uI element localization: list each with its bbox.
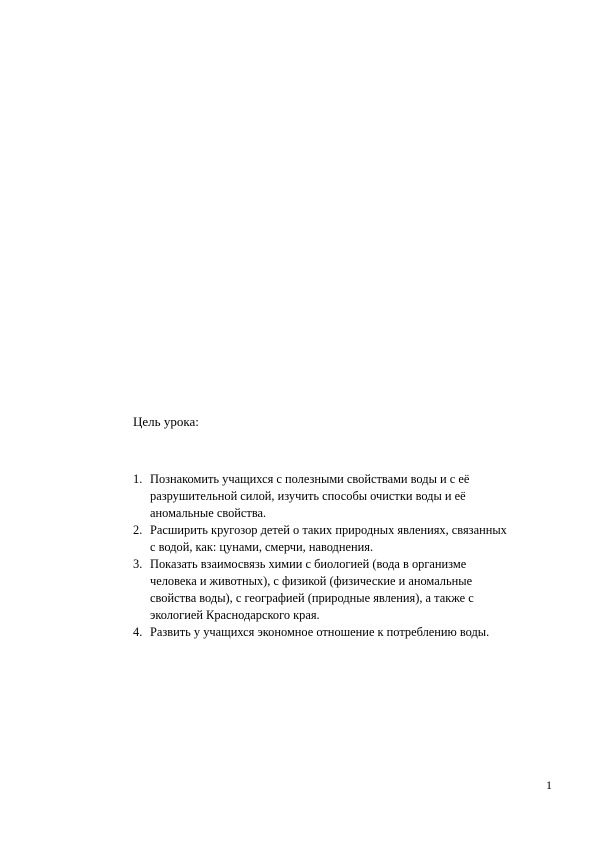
goal-text-line: с водой, как: цунами, смерчи, наводнения. <box>150 540 374 554</box>
goal-number: 2. <box>133 523 143 537</box>
page-number: 1 <box>546 778 552 792</box>
goals-list <box>133 471 563 641</box>
goal-item-4 <box>133 624 563 641</box>
lesson-goal-heading: Цель урока: <box>133 414 199 429</box>
goal-item-2 <box>133 522 563 556</box>
goal-item-1 <box>133 471 563 522</box>
goal-text-line: Познакомить учащихся с полезными свойствами воды и с её <box>150 472 470 486</box>
goal-number: 3. <box>133 557 143 571</box>
goal-text-line: человека и животных), с физикой (физические и аномальные <box>150 574 473 588</box>
goal-text-line: свойства воды), с географией (природные явления), а также с <box>150 591 474 605</box>
goal-item-3 <box>133 556 563 624</box>
goal-number: 1. <box>133 472 143 486</box>
goal-text-line: экологией Краснодарского края. <box>150 608 320 622</box>
goal-text-line: разрушительной силой, изучить способы очистки воды и её <box>150 489 466 503</box>
goal-text-line: Расширить кругозор детей о таких природных явлениях, связанных <box>150 523 507 537</box>
goal-text-line: аномальные свойства. <box>150 506 267 520</box>
goal-text-line: Показать взаимосвязь химии с биологией (вода в организме <box>150 557 467 571</box>
goal-text-line: Развить у учащихся экономное отношение к потреблению воды. <box>150 625 490 639</box>
goal-number: 4. <box>133 625 143 639</box>
